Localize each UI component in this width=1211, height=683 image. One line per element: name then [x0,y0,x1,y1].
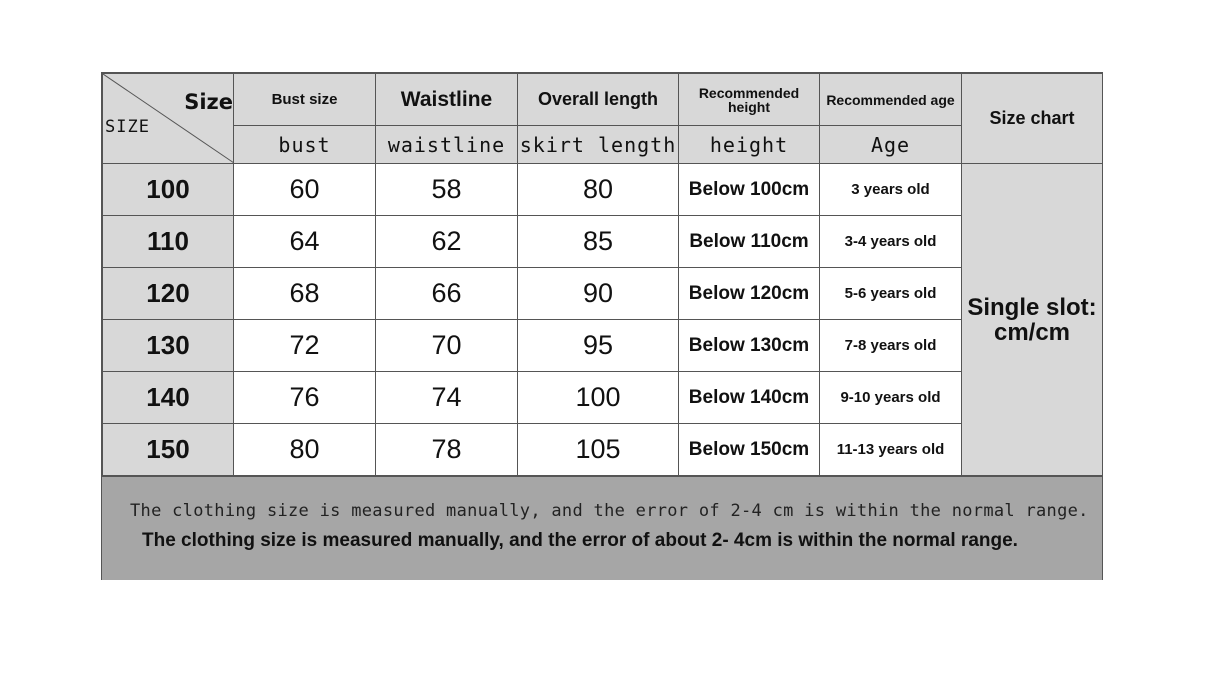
age-header: Recommended age [820,74,962,126]
bust-cell: 64 [234,216,376,268]
waist-cell: 62 [376,216,518,268]
age-cell: 5-6 years old [820,268,962,320]
corner-header [103,74,234,164]
height-header: Recommended height [679,74,820,126]
length-cell: 85 [518,216,679,268]
age-cell: 3 years old [820,164,962,216]
height-cell: Below 130cm [679,320,820,372]
bust-cell: 76 [234,372,376,424]
table-row [103,320,1103,372]
length-header: Overall length [518,74,679,126]
height-subheader: height [679,126,820,164]
table-row [103,372,1103,424]
size-table [102,73,1103,476]
corner-size-label: Size [184,90,233,114]
age-cell: 7-8 years old [820,320,962,372]
waist-cell: 78 [376,424,518,476]
length-cell: 100 [518,372,679,424]
waist-header: Waistline [376,74,518,126]
unit-note: Single slot: cm/cm [962,164,1103,476]
length-cell: 90 [518,268,679,320]
size-cell: 150 [103,424,234,476]
chart-title: Size chart [962,74,1103,164]
bust-cell: 68 [234,268,376,320]
age-subheader: Age [820,126,962,164]
size-cell: 110 [103,216,234,268]
age-cell: 9-10 years old [820,372,962,424]
size-cell: 100 [103,164,234,216]
waist-cell: 74 [376,372,518,424]
waist-subheader: waistline [376,126,518,164]
height-cell: Below 110cm [679,216,820,268]
size-cell: 140 [103,372,234,424]
height-cell: Below 150cm [679,424,820,476]
height-cell: Below 140cm [679,372,820,424]
corner-size-sublabel: SIZE [105,117,150,137]
table-row [103,164,1103,216]
length-cell: 80 [518,164,679,216]
bust-cell: 72 [234,320,376,372]
age-cell: 11-13 years old [820,424,962,476]
size-cell: 120 [103,268,234,320]
size-cell: 130 [103,320,234,372]
length-subheader: skirt length [518,126,679,164]
height-cell: Below 100cm [679,164,820,216]
table-row [103,424,1103,476]
length-cell: 95 [518,320,679,372]
note-line-1: The clothing size is measured manually, and the error of 2-4 cm is within the normal range. [130,501,1089,521]
bust-subheader: bust [234,126,376,164]
bust-header: Bust size [234,74,376,126]
height-cell: Below 120cm [679,268,820,320]
bust-cell: 60 [234,164,376,216]
measurement-note [102,476,1102,580]
waist-cell: 66 [376,268,518,320]
bust-cell: 80 [234,424,376,476]
length-cell: 105 [518,424,679,476]
size-chart [101,72,1103,580]
waist-cell: 58 [376,164,518,216]
table-row [103,268,1103,320]
waist-cell: 70 [376,320,518,372]
table-row [103,216,1103,268]
note-line-2: The clothing size is measured manually, and the error of about 2- 4cm is within the normal range. [142,530,1018,551]
age-cell: 3-4 years old [820,216,962,268]
